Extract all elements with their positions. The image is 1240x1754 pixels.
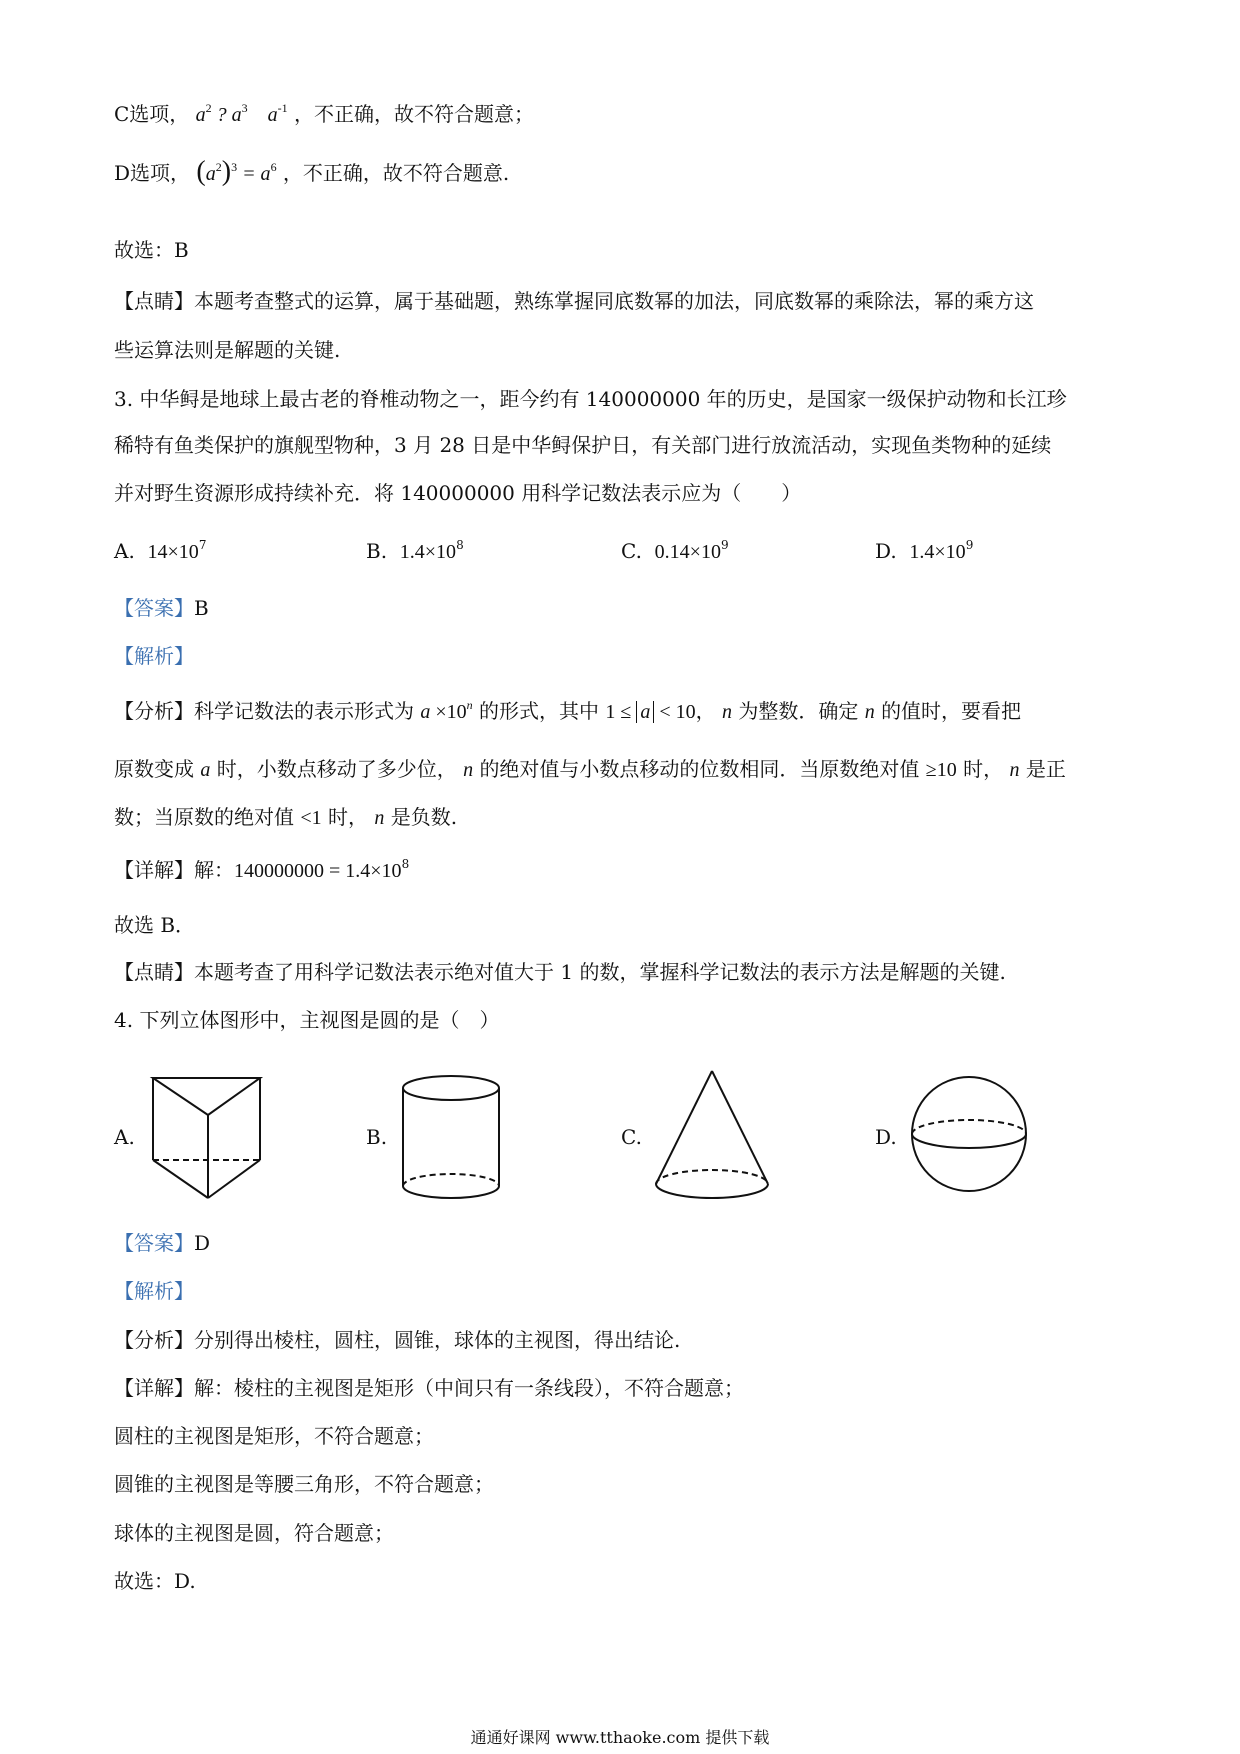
c-option-expression: $a^2$ ? $a^3$ $a^{-1}$ <box>195 101 288 126</box>
q4-label-a: A. <box>114 1125 135 1149</box>
q3-option-b: B. $1.4\times 10^8$ <box>366 538 464 563</box>
q3-analysis-line-3: 数；当原数的绝对值 <1 时， n 是负数. <box>114 805 458 829</box>
q4-detail-cylinder: 圆柱的主视图是矩形，不符合题意； <box>114 1424 434 1448</box>
q4-label-d: D. <box>875 1125 897 1149</box>
c-option-line: C选项， $a^2$ ? $a^3$ $a^{-1}$ ，不正确，故不符合题意； <box>114 101 535 126</box>
q3-analysis-tag: 【解析】 <box>114 644 194 668</box>
d-option-line: D选项， $(a^2)^3 = a^6$ ，不正确，故不符合题意. <box>114 156 510 187</box>
choose-b-line: 故选：B <box>114 238 189 262</box>
q4-label-b: B. <box>366 1125 388 1149</box>
point-line-1: 【点睛】本题考查整式的运算，属于基础题，熟练掌握同底数幂的加法，同底数幂的乘除法，幂的乘方这 <box>114 289 1034 313</box>
q4-analysis-line: 【分析】分别得出棱柱，圆柱，圆锥，球体的主视图，得出结论. <box>114 1328 681 1352</box>
q3-option-d: D. $1.4\times 10^9$ <box>875 538 974 563</box>
q3-option-c: C. $0.14\times 10^9$ <box>621 538 729 563</box>
cone-figure <box>650 1066 775 1206</box>
q4-detail-line: 【详解】解：棱柱的主视图是矩形（中间只有一条线段），不符合题意； <box>114 1376 744 1400</box>
q3-stem-3: 并对野生资源形成持续补充．将 140000000 用科学记数法表示应为（ ） <box>114 481 802 505</box>
q3-analysis-line-2: 原数变成 a 时，小数点移动了多少位， n 的绝对值与小数点移动的位数相同．当原数绝对值 ≥10 时， n 是正 <box>114 757 1066 781</box>
q4-label-c: C. <box>621 1125 642 1149</box>
q3-point-line: 【点睛】本题考查了用科学记数法表示绝对值大于 1 的数，掌握科学记数法的表示方法是解题的关键. <box>114 960 1006 984</box>
q3-analysis-line-1: 【分析】科学记数法的表示形式为 $a \times 10^n$ 的形式，其中 1 ≤ a < 10， n 为整数．确定 n 的值时，要看把 <box>114 698 1022 723</box>
sphere-figure <box>907 1072 1032 1197</box>
triangular-prism-figure <box>148 1070 268 1205</box>
page-footer: 通通好课网 www.tthaoke.com 提供下载 <box>470 1728 770 1747</box>
q4-choose-line: 故选：D. <box>114 1569 196 1593</box>
d-option-expression: $(a^2)^3 = a^6$ <box>196 156 277 187</box>
q3-detail-line: 【详解】解：$140000000 = 1.4\times 10^8$ <box>114 857 410 882</box>
q3-stem-1: 3. 中华鲟是地球上最古老的脊椎动物之一，距今约有 140000000 年的历史，是国家一级保护动物和长江珍 <box>114 387 1067 411</box>
q3-choose-line: 故选 B． <box>114 913 196 937</box>
cylinder-figure <box>396 1070 506 1205</box>
q3-option-a: A. $14\times 10^7$ <box>114 538 207 563</box>
q4-answer-line: 【答案】D <box>114 1231 211 1255</box>
point-line-1b: 些运算法则是解题的关键. <box>114 338 341 362</box>
q3-answer-line: 【答案】B <box>114 596 209 620</box>
q4-analysis-tag: 【解析】 <box>114 1279 194 1303</box>
q4-detail-sphere: 球体的主视图是圆，符合题意； <box>114 1521 394 1545</box>
q4-detail-cone: 圆锥的主视图是等腰三角形，不符合题意； <box>114 1472 494 1496</box>
q4-stem: 4. 下列立体图形中，主视图是圆的是（ ） <box>114 1008 500 1032</box>
q3-stem-2: 稀特有鱼类保护的旗舰型物种，3 月 28 日是中华鲟保护日，有关部门进行放流活动，实现鱼类物种的延续 <box>114 433 1052 457</box>
